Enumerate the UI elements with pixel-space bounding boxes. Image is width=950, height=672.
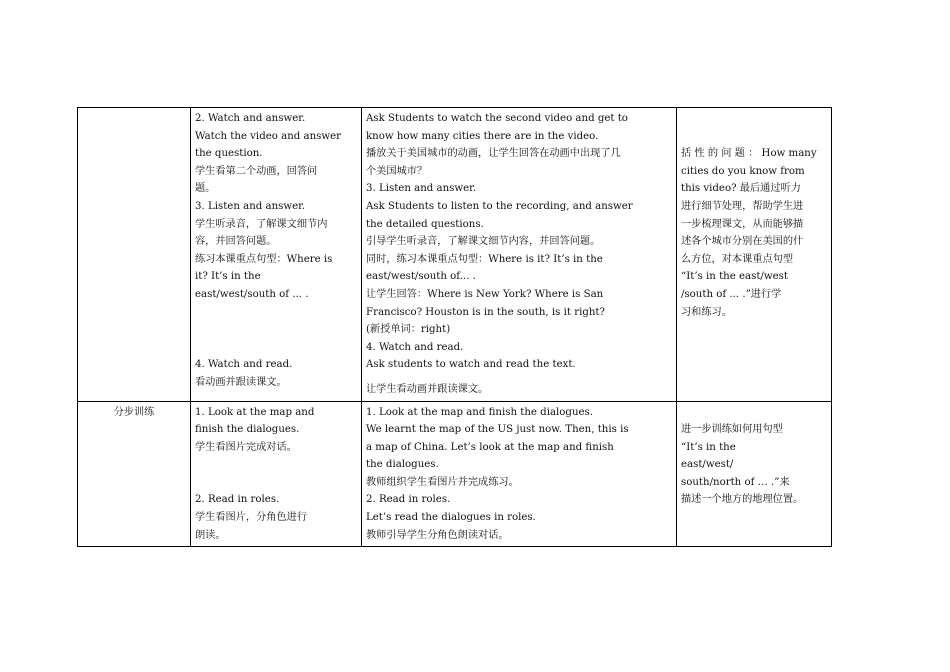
text-line: 朗读。 (195, 529, 226, 541)
text-line: (新授单词：right) (366, 324, 451, 336)
table-row (78, 108, 832, 402)
text-line: 引导学生听录音，了解课文细节内容，并回答问题。 (366, 236, 601, 248)
text-line: 么方位，对本课重点句型 (681, 253, 794, 265)
text-line: know how many cities there are in the video. (366, 130, 599, 142)
text-line: a map of China. Let’s look at the map and finish (366, 441, 614, 453)
text-line: 4. Watch and read. (366, 341, 464, 353)
text-line: 1. Look at the map and (195, 406, 315, 418)
text-line: east/west/south of... . (366, 271, 476, 283)
text-line: this video? 最后通过听力 (681, 183, 801, 195)
text-line: 学生看图片完成对话。 (195, 441, 297, 453)
text-line: 3. Listen and answer. (366, 183, 477, 195)
text-line: 描述一个地方的地理位置。 (681, 494, 804, 506)
text-line: 2. Read in roles. (195, 494, 280, 506)
text-line: 进行细节处理，帮助学生进 (681, 200, 804, 212)
text-line: south/north of … .”来 (681, 476, 790, 488)
table-row (78, 401, 832, 547)
text-line: 括 性 的 问 题 ： How many (681, 148, 817, 160)
lesson-plan-table (77, 107, 832, 547)
text-line: Francisco? Houston is in the south, is it right? (366, 306, 605, 318)
text-line: 容，并回答问题。 (195, 236, 277, 248)
text-line: 看动画并跟读课文。 (195, 376, 287, 388)
text-line: Watch the video and answer (195, 130, 341, 142)
student-activity-cell (191, 108, 362, 402)
teacher-activity-cell (362, 108, 677, 402)
text-line: 播放关于美国城市的动画，让学生回答在动画中出现了几 (366, 148, 621, 160)
text-line: east/west/south of ... . (195, 288, 309, 300)
text-line: 进一步训练如何用句型 (681, 424, 783, 436)
text-line: 学生看第二个动画，回答问 (195, 165, 318, 177)
text-line: 题。 (195, 183, 216, 195)
text-line: 让学生回答：Where is New York? Where is San (366, 288, 604, 300)
text-line: 4. Watch and read. (195, 359, 293, 371)
stage-cell (78, 108, 191, 402)
text-line: east/west/ (681, 459, 734, 471)
text-line: 同时，练习本课重点句型：Where is it? It’s in the (366, 253, 603, 265)
teacher-activity-cell (362, 401, 677, 547)
text-line: 述各个城市分别在美国的什 (681, 236, 804, 248)
text-line: 个美国城市？ (366, 165, 428, 177)
student-activity-cell (191, 401, 362, 547)
text-line: 教师组织学生看图片并完成练习。 (366, 476, 519, 488)
text-line: 3. Listen and answer. (195, 200, 306, 212)
text-line: /south of ... .”进行学 (681, 288, 782, 300)
text-line: Ask Students to listen to the recording, and answer (366, 200, 633, 212)
design-intent-cell (677, 108, 832, 402)
text-line: cities do you know from (681, 165, 805, 177)
text-line: 2. Read in roles. (366, 494, 451, 506)
text-line: Ask Students to watch the second video and get to (366, 113, 628, 124)
text-line: 学生听录音，了解课文细节内 (195, 218, 328, 230)
text-line: the question. (195, 148, 263, 160)
text-line: finish the dialogues. (195, 424, 300, 436)
text-line: We learnt the map of the US just now. Then, this is (366, 424, 629, 436)
stage-label: 分步训练 (78, 401, 191, 547)
text-line: 1. Look at the map and finish the dialogues. (366, 406, 594, 418)
text-line: it? It’s in the (195, 271, 261, 283)
text-line: the detailed questions. (366, 218, 484, 230)
text-line: 习和练习。 (681, 306, 732, 318)
text-line: “It’s in the east/west (681, 271, 788, 283)
text-line: 2. Watch and answer. (195, 113, 306, 124)
text-line: 练习本课重点句型：Where is (195, 253, 333, 265)
text-line: Ask students to watch and read the text. (366, 359, 576, 371)
text-line: 一步梳理课文，从而能够描 (681, 218, 804, 230)
text-line: 教师引导学生分角色朗读对话。 (366, 529, 509, 541)
text-line: the dialogues. (366, 459, 439, 471)
text-line: 让学生看动画并跟读课文。 (366, 383, 489, 395)
design-intent-cell (677, 401, 832, 547)
text-line: 学生看图片，分角色进行 (195, 512, 308, 524)
text-line: “It’s in the (681, 441, 736, 453)
text-line: Let’s read the dialogues in roles. (366, 512, 536, 524)
